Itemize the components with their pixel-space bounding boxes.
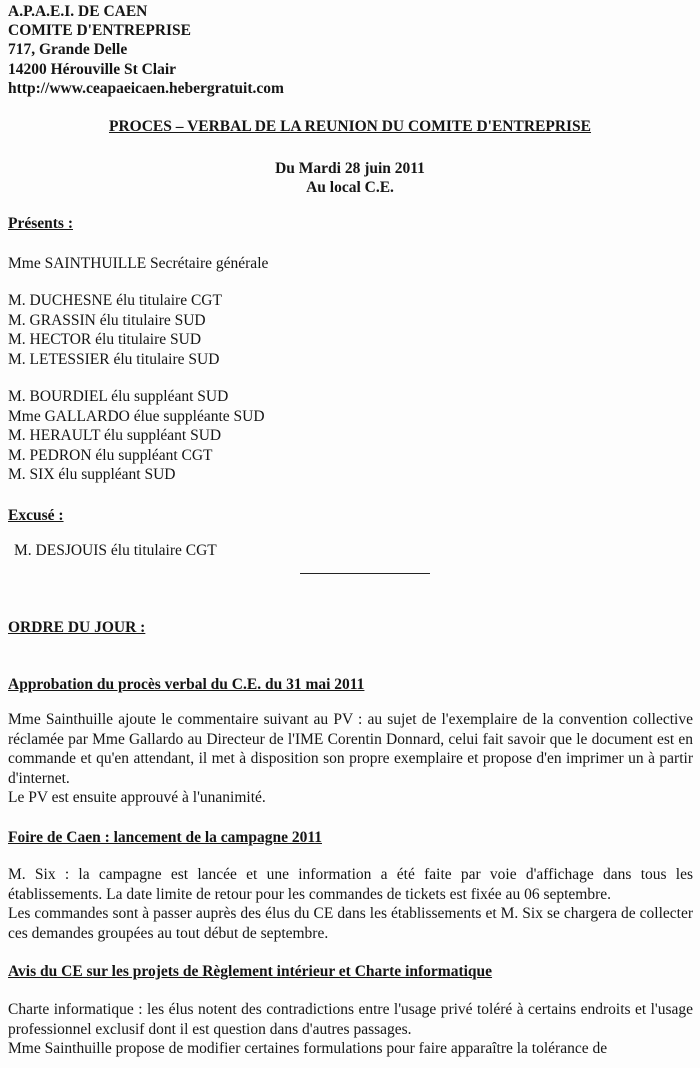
section-body-approbation bbox=[8, 710, 693, 808]
attendee-titulaire: M. HECTOR élu titulaire SUD bbox=[8, 331, 202, 348]
attendee-suppleant: M. PEDRON élu suppléant CGT bbox=[8, 446, 213, 464]
meeting-location: Au local C.E. bbox=[306, 179, 394, 196]
paragraph: M. Six : la campagne est lancée et une information a été faite par voie d'affichage dans tous les établissements. La date limite de retour pour les commandes de tickets est fixée au 06 septembre. bbox=[8, 866, 693, 903]
presents-heading: Présents : bbox=[8, 215, 73, 232]
excused-attendee: M. DESJOUIS élu titulaire CGT bbox=[14, 542, 217, 559]
attendee-suppleant: Mme GALLARDO élue suppléante SUD bbox=[8, 407, 265, 425]
committee-name: COMITE D'ENTREPRISE bbox=[8, 22, 192, 40]
meeting-info bbox=[0, 159, 700, 197]
attendee-suppleant: M. BOURDIEL élu suppléant SUD bbox=[8, 388, 229, 405]
attendee-titulaire: M. DUCHESNE élu titulaire CGT bbox=[8, 292, 222, 309]
paragraph: Charte informatique : les élus notent des contradictions entre l'usage privé toléré à certains endroits et l'usage professionnel exclusif dont il est question dans d'autres passages. bbox=[8, 1001, 693, 1038]
attendee-suppleant: M. HERAULT élu suppléant SUD bbox=[8, 427, 222, 444]
section-heading-approbation: Approbation du procès verbal du C.E. du 31 mai 2011 bbox=[8, 676, 365, 693]
attendee-titulaire: M. LETESSIER élu titulaire SUD bbox=[8, 350, 220, 368]
paragraph: Les commandes sont à passer auprès des élus du CE dans les établissements et M. Six se chargera de collecter ces demandes groupées au tout début de septembre. bbox=[8, 905, 693, 942]
organization-header bbox=[8, 2, 284, 98]
document-title: PROCES – VERBAL DE LA REUNION DU COMITE D'ENTREPRISE bbox=[108, 118, 592, 135]
attendee-titulaire: M. GRASSIN élu titulaire SUD bbox=[8, 311, 206, 329]
excuse-line bbox=[14, 541, 217, 561]
paragraph: Mme Sainthuille propose de modifier certaines formulations pour faire apparaître la tolérance de bbox=[8, 1040, 608, 1057]
paragraph: Le PV est ensuite approuvé à l'unanimité. bbox=[8, 789, 266, 806]
titulaires-list bbox=[8, 291, 222, 369]
address-city: 14200 Hérouville St Clair bbox=[8, 60, 177, 78]
section-body-foire bbox=[8, 865, 693, 943]
website-url: http://www.ceapaeicaen.hebergratuit.com bbox=[8, 79, 284, 97]
meeting-date: Du Mardi 28 juin 2011 bbox=[275, 160, 425, 177]
address-street: 717, Grande Delle bbox=[8, 41, 128, 59]
organization-name: A.P.A.E.I. DE CAEN bbox=[8, 3, 148, 20]
excuse-heading: Excusé : bbox=[8, 507, 64, 524]
attendee-secretary: Mme SAINTHUILLE Secrétaire générale bbox=[8, 255, 269, 272]
attendee-suppleant: M. SIX élu suppléant SUD bbox=[8, 466, 176, 483]
section-heading-foire: Foire de Caen : lancement de la campagne 2011 bbox=[8, 829, 322, 846]
secretary-line bbox=[8, 254, 268, 274]
suppleants-list bbox=[8, 387, 265, 485]
agenda-heading: ORDRE DU JOUR : bbox=[8, 619, 146, 636]
section-body-avis bbox=[8, 1000, 693, 1059]
paragraph: Mme Sainthuille ajoute le commentaire suivant au PV : au sujet de l'exemplaire de la convention collective réclamée par Mme Gallardo au Directeur de l'IME Corentin Donnard, celui fait savoir que le document est en commande et qu'en attendant, il met à disposition son propre exemplaire et propose d'en imprimer un à partir d'internet. bbox=[8, 711, 693, 787]
separator-line bbox=[300, 573, 430, 574]
section-heading-avis: Avis du CE sur les projets de Règlement intérieur et Charte informatique bbox=[8, 963, 493, 980]
